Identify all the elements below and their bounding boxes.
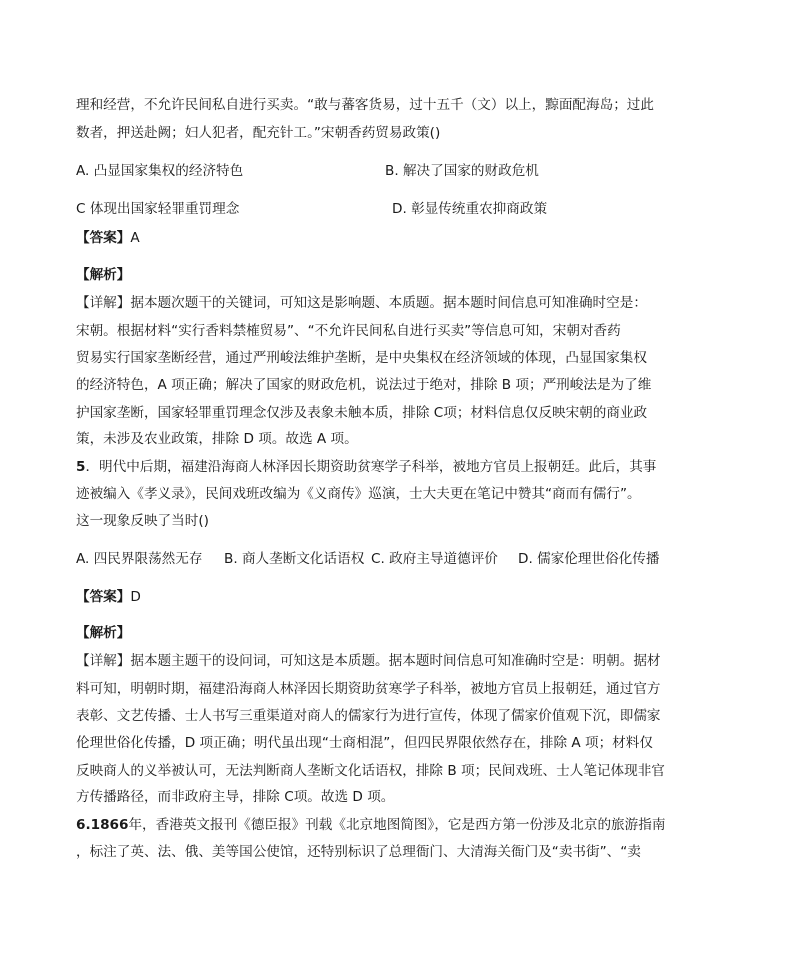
- q5-answer-value: D: [130, 589, 141, 605]
- q4-analysis-label: 【解析】: [76, 267, 131, 283]
- q5-stem-line-2: 迹被编入《孝义录》，民间戏班改编为《义商传》巡演，士大夫更在笔记中赞其“商而有儒行”。: [76, 486, 641, 502]
- q5-option-c: C. 政府主导道德评价: [371, 551, 498, 567]
- q5-detail-line-5: 反映商人的义举被认可，无法判断商人垄断文化话语权，排除 B 项；民间戏班、士人笔记体现非官: [76, 763, 665, 779]
- q4-option-a: A. 凸显国家集权的经济特色: [76, 163, 244, 179]
- q5-option-b: B. 商人垄断文化话语权: [224, 551, 365, 567]
- q5-detail-line-4: 伦理世俗化传播，D 项正确；明代虽出现“士商相混”，但四民界限依然存在，排除 A 项；材料仅: [76, 735, 653, 751]
- q6-stem-line-2: ，标注了英、法、俄、美等国公使馆，还特别标识了总理衙门、大清海关衙门及“卖书街”、“卖: [76, 844, 641, 860]
- q5-answer: [76, 587, 141, 607]
- q4-answer-label: 【答案】: [76, 230, 131, 246]
- q6-stem-text-1: 年，香港英文报刊《德臣报》刊载《北京地图简图》，它是西方第一份涉及北京的旅游指南: [128, 817, 666, 833]
- q4-detail-line-1: 【详解】据本题次题干的关键词，可知这是影响题、本质题。据本题时间信息可知准确时空是：: [76, 295, 647, 311]
- q5-stem-text-1: ．明代中后期，福建沿海商人林泽因长期资助贫寒学子科举，被地方官员上报朝廷。此后，其事: [85, 459, 657, 475]
- q4-option-d: D. 彰显传统重农抑商政策: [392, 201, 548, 217]
- q4-stem-line-1: 理和经营，不允许民间私自进行买卖。“敢与蕃客货易，过十五千（文）以上，黥面配海岛；过此: [76, 97, 654, 113]
- q4-detail-line-6: 策，未涉及农业政策，排除 D 项。故选 A 项。: [76, 431, 358, 447]
- q5-option-d: D. 儒家伦理世俗化传播: [518, 551, 660, 567]
- q6-year: 1866: [90, 817, 129, 833]
- q5-detail-line-2: 料可知，明朝时期，福建沿海商人林泽因长期资助贫寒学子科举，被地方官员上报朝廷，通过官方: [76, 681, 661, 697]
- q5-answer-label: 【答案】: [76, 589, 131, 605]
- q4-detail-line-2: 宋朝。根据材料“实行香料禁榷贸易”、“不允许民间私自进行买卖”等信息可知，宋朝对香药: [76, 323, 621, 339]
- q5-option-a: A. 四民界限荡然无存: [76, 551, 203, 567]
- q6-stem-line-1: [76, 815, 665, 835]
- q5-stem-line-1: [76, 457, 656, 477]
- q5-detail-line-3: 表彰、文艺传播、士人书写三重渠道对商人的儒家行为进行宣传，体现了儒家价值观下沉，即儒家: [76, 708, 661, 724]
- q4-detail-line-4: 的经济特色，A 项正确；解决了国家的财政危机，说法过于绝对，排除 B 项；严刑峻法是为了维: [76, 377, 652, 393]
- q6-number: 6.: [76, 817, 91, 833]
- q5-detail-line-1: 【详解】据本题主题干的设问词，可知这是本质题。据本题时间信息可知准确时空是：明朝。据材: [76, 653, 661, 669]
- q4-option-c: C 体现出国家轻罪重罚理念: [76, 201, 240, 217]
- q5-stem-line-3: 这一现象反映了当时(): [76, 513, 209, 529]
- q4-answer-value: A: [130, 230, 140, 246]
- q5-analysis-label: 【解析】: [76, 625, 131, 641]
- q4-detail-line-5: 护国家垄断，国家轻罪重罚理念仅涉及表象未触本质，排除 C项；材料信息仅反映宋朝的商业政: [76, 405, 648, 421]
- q4-detail-line-3: 贸易实行国家垄断经营，通过严刑峻法维护垄断，是中央集权在经济领域的体现，凸显国家集权: [76, 350, 647, 366]
- q4-answer: [76, 228, 140, 248]
- q5-detail-line-6: 方传播路径，而非政府主导，排除 C项。故选 D 项。: [76, 789, 395, 805]
- q4-stem-line-2: 数者，押送赴阙；妇人犯者，配充针工。”宋朝香药贸易政策(): [76, 125, 441, 141]
- q4-option-b: B. 解决了国家的财政危机: [385, 163, 539, 179]
- q5-number: 5: [76, 459, 86, 475]
